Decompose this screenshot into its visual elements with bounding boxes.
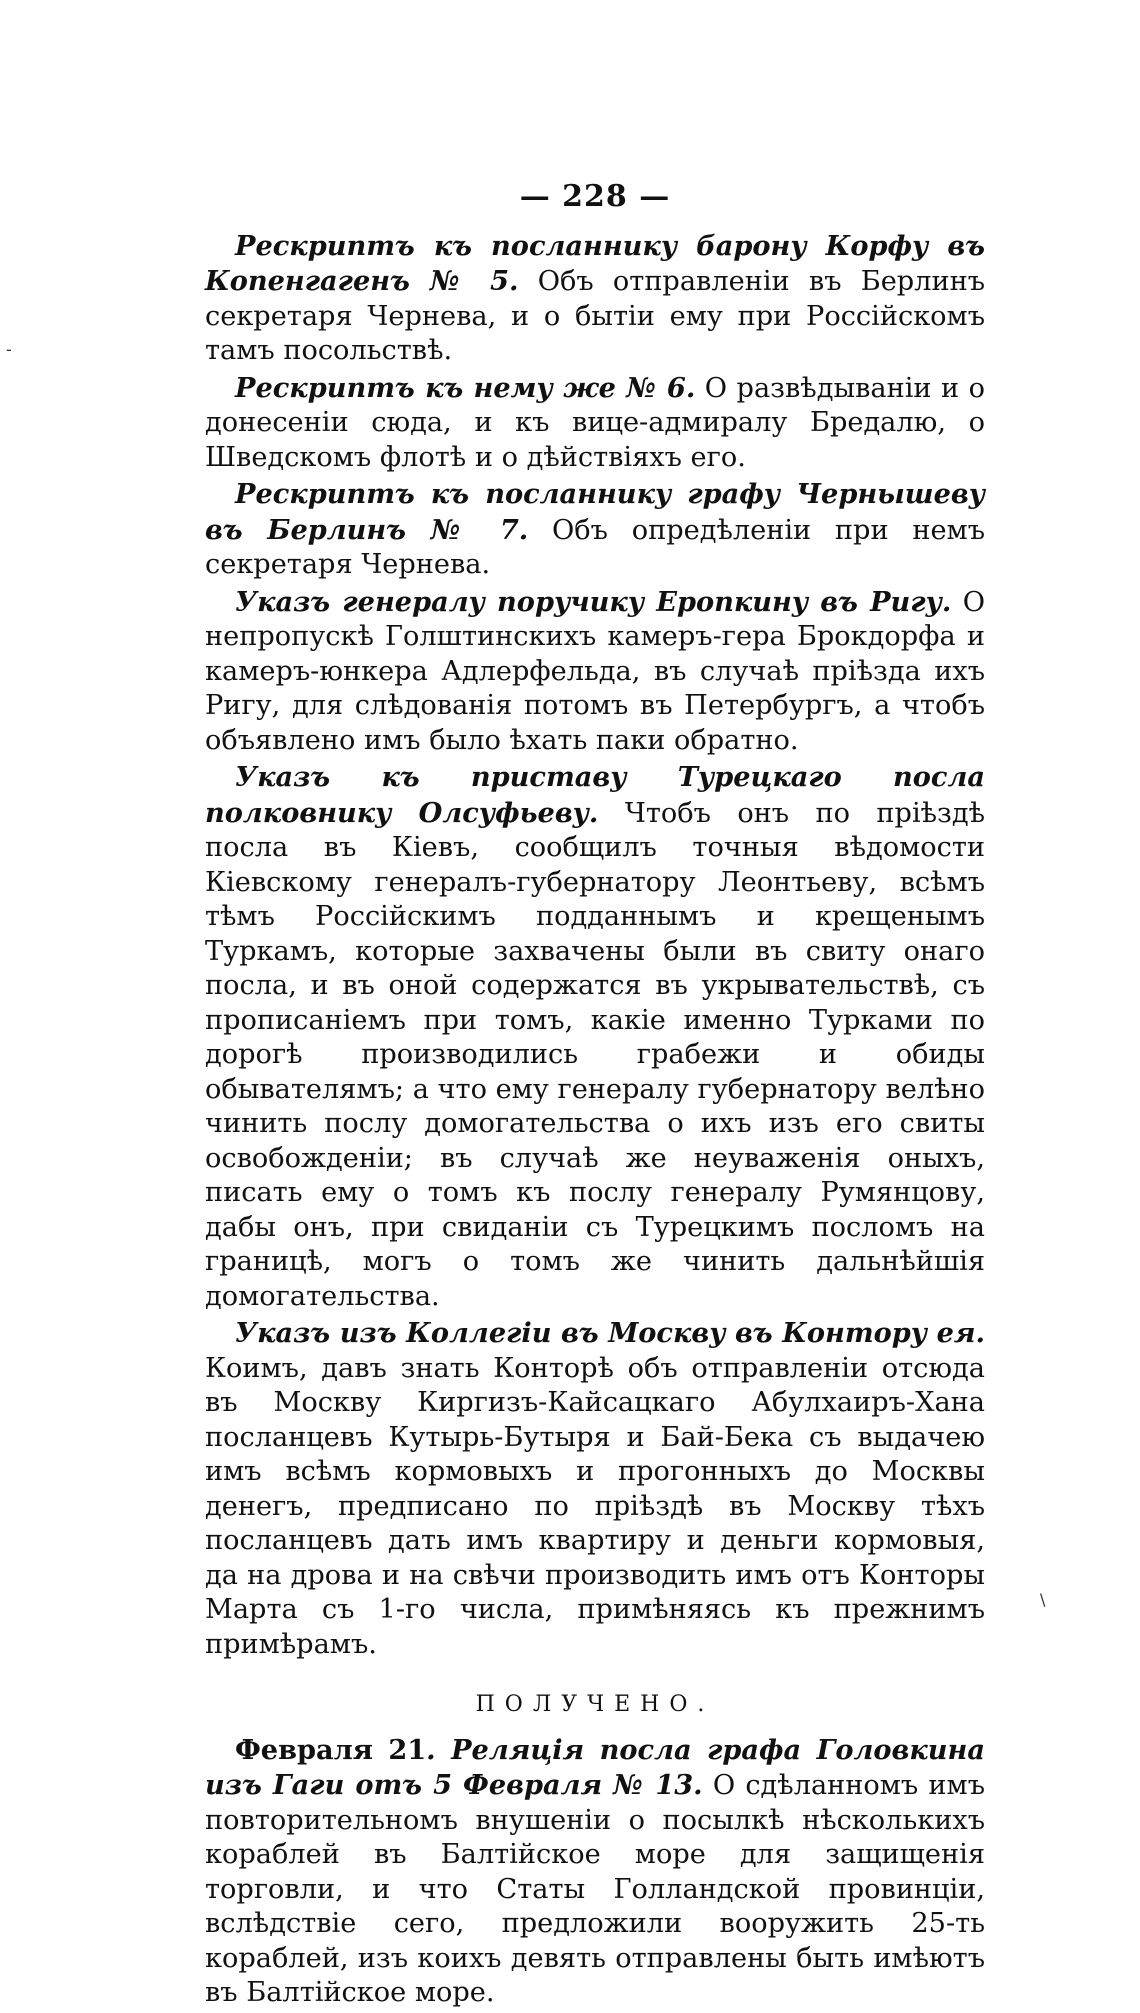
- entry-5: [205, 760, 985, 1314]
- entry-lead: Рескриптъ къ посланнику барону Корфу въ Копенгагенъ № 5.: [205, 229, 985, 297]
- entry-text: Объ отправленіи въ Берлинъ секретаря Чернева, и о бытіи ему при Россійскомъ тамъ посольствѣ.: [205, 266, 986, 366]
- entry-text: О непропускѣ Голштинскихъ камеръ-гера Брокдорфа и камеръ-юнкера Адлерфельда, въ случаѣ пріѣзда ихъ Ригу, для слѣдованія потомъ въ Петербургъ, а чтобъ объявлено имъ было ѣхать паки обратно.: [205, 586, 985, 756]
- entry-text: О развѣдываніи и о донесеніи сюда, и къ вице-адмиралу Бредалю, о Шведскомъ флотѣ и о дѣйствіяхъ его.: [205, 372, 985, 473]
- entry-text: Объ опредѣленіи при немъ секретаря Чернева.: [205, 514, 985, 580]
- entry-2: [205, 371, 985, 476]
- page-body: [205, 180, 985, 2013]
- entry-1: [205, 229, 985, 369]
- page-number: — 228 —: [519, 179, 671, 214]
- entry-lead: Рескриптъ къ нему же № 6.: [235, 371, 696, 404]
- entry-lead: Указъ изъ Коллегіи въ Москву въ Контору ея.: [235, 1317, 985, 1349]
- entry-6: [205, 1316, 985, 1662]
- entry-3: [205, 477, 985, 583]
- received-date: Февраля 21: [235, 1733, 427, 1766]
- scan-speck: -: [6, 340, 12, 359]
- entry-lead: Рескриптъ къ посланнику графу Чернышеву въ Берлинъ № 7.: [205, 478, 985, 546]
- scan-speck: \: [1040, 1590, 1046, 1609]
- received-text: О сдѣланномъ имъ повторительномъ внушеніи о посылкѣ нѣсколькихъ кораблей въ Балтійское море для защищенія торговли, и что Статы Голландской провинціи, вслѣдствіе сего, предложили вооружить 25-ть кораблей, изъ коихъ девять отправлены быть имѣютъ въ Балтійское море.: [205, 1770, 985, 2008]
- entry-text: Чтобъ онъ по пріѣздѣ посла въ Кіевъ, сообщилъ точныя вѣдомости Кіевскому генералъ-губернатору Леонтьеву, всѣмъ тѣмъ Россійскимъ подданнымъ и крещенымъ Туркамъ, которые захвачены были въ свиту онаго посла, и въ оной содержатся въ укрывательствѣ, съ прописаніемъ при томъ, какіе именно Турками по дорогѣ производились грабежи и обиды обывателямъ; а что ему генералу губернатору велѣно чинить послу домогательства о ихъ изъ его свиты освобожденіи; въ случаѣ же неуваженія оныхъ, писать ему о томъ къ послу генералу Румянцову, дабы онъ, при свиданіи съ Турецкимъ посломъ на границѣ, могъ о томъ же чинить дальнѣйшія домогательства.: [205, 797, 985, 1312]
- entry-4: [205, 585, 985, 759]
- section-title: ПОЛУЧЕНО.: [475, 1692, 715, 1717]
- received-entry: [205, 1733, 985, 2011]
- entry-lead: Указъ генералу поручику Еропкину въ Ригу.: [235, 585, 952, 618]
- entry-text: Коимъ, давъ знать Конторѣ объ отправленіи отсюда въ Москву Киргизъ-Кайсацкаго Абулхаиръ-Хана посланцевъ Кутырь-Бутыря и Бай-Бека съ выдачею имъ всѣмъ кормовыхъ и прогонныхъ до Москвы денегъ, предписано по пріѣздѣ въ Москву тѣхъ посланцевъ дать имъ квартиру и деньги кормовыя, да на дрова и на свѣчи производить имъ отъ Конторы Марта съ 1-го числа, примѣняясь къ прежнимъ примѣрамъ.: [205, 1352, 985, 1660]
- received-lead: . Реляція посла графа Головкина изъ Гаги отъ 5 Февраля № 13.: [205, 1733, 985, 1801]
- entry-lead: Указъ къ приставу Турецкаго посла полковнику Олсуфьеву.: [205, 761, 985, 829]
